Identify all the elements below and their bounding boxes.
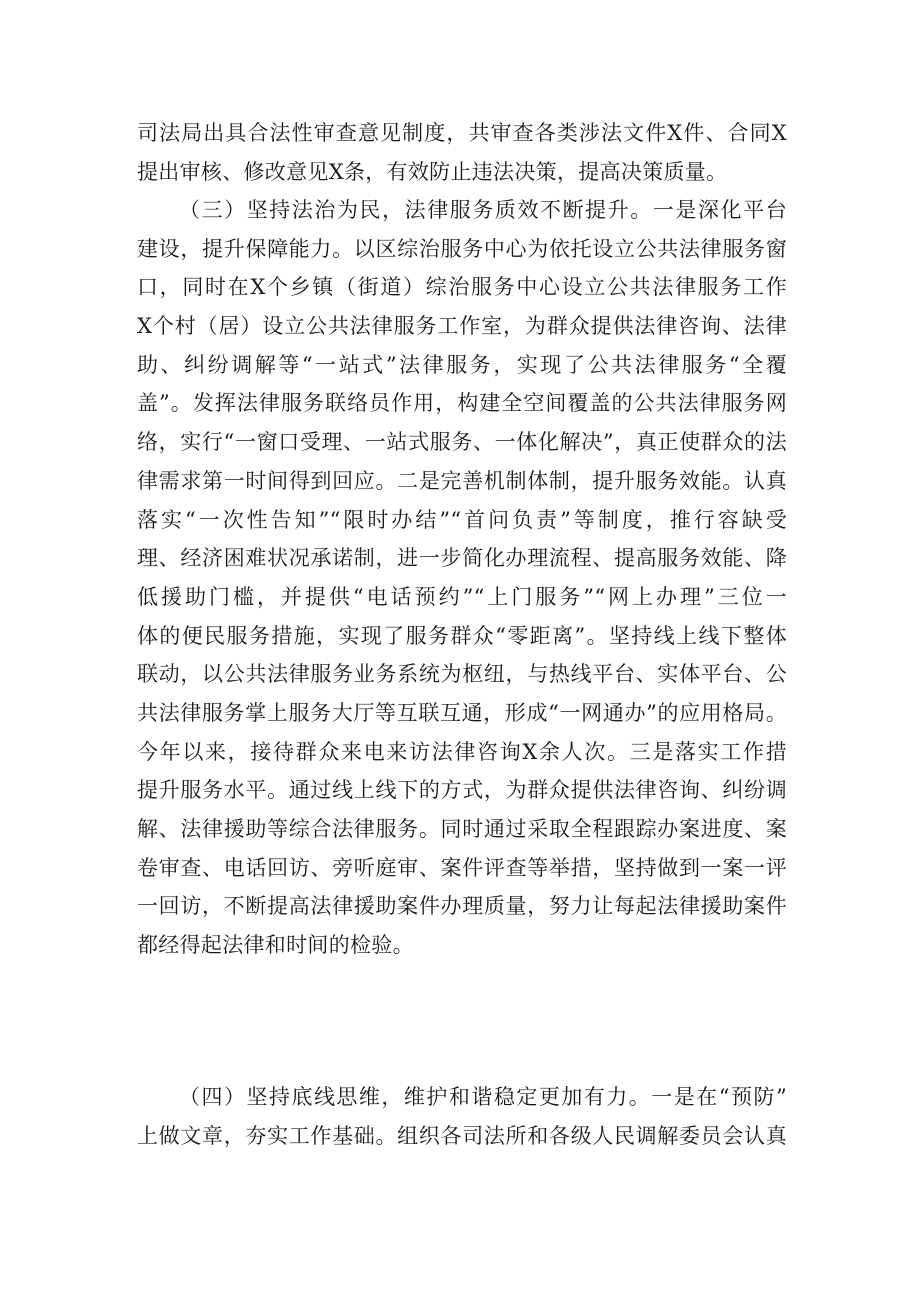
text-line: X个村（居）设立公共法律服务工作室，为群众提供法律咨询、法律	[137, 314, 787, 339]
text-line: （三）坚持法治为民，法律服务质效不断提升。一是深化平台	[179, 198, 787, 222]
paragraph-legal-services	[137, 191, 787, 965]
paragraph-legality-review	[137, 114, 787, 191]
text-line: 低援助门槛，并提供“电话预约”“上门服务”“网上办理”三位一	[137, 584, 787, 609]
text-line: 司法局出具合法性审查意见制度，共审查各类涉法文件X件、合同X	[137, 121, 787, 145]
text-line: 提升服务水平。通过线上线下的方式，为群众提供法律咨询、纠纷调	[137, 778, 787, 803]
text-line: 口，同时在X个乡镇（街道）综治服务中心设立公共法律服务工作	[137, 275, 787, 300]
text-line: 今年以来，接待群众来电来访法律咨询X余人次。三是落实工作措	[137, 739, 787, 764]
text-line: 提出审核、修改意见X条，有效防止违法决策，提高决策质量。	[137, 159, 728, 184]
text-line: （四）坚持底线思维，维护和谐稳定更加有力。一是在“预防”	[179, 1085, 787, 1109]
text-line: 助、纠纷调解等“一站式”法律服务，实现了公共法律服务“全覆	[137, 352, 787, 377]
text-line: 落实“一次性告知”“限时办结”“首问负责”等制度，推行容缺受	[137, 507, 787, 532]
text-line: 络，实行“一窗口受理、一站式服务、一体化解决”，真正使群众的法	[137, 430, 787, 455]
text-line: 一回访，不断提高法律援助案件办理质量，努力让每起法律援助案件	[137, 894, 787, 919]
text-line: 律需求第一时间得到回应。二是完善机制体制，提升服务效能。认真	[137, 468, 787, 493]
text-line: 共法律服务掌上服务大厅等互联互通，形成“一网通办”的应用格局。	[137, 700, 787, 725]
text-line: 盖”。发挥法律服务联络员作用，构建全空间覆盖的公共法律服务网	[137, 391, 787, 416]
text-line: 建设，提升保障能力。以区综治服务中心为依托设立公共法律服务窗	[137, 236, 787, 261]
paragraph-stability	[137, 1078, 787, 1155]
text-line: 理、经济困难状况承诺制，进一步简化办理流程、提高服务效能、降	[137, 546, 787, 571]
text-line: 上做文章，夯实工作基础。组织各司法所和各级人民调解委员会认真	[137, 1123, 787, 1148]
text-line: 解、法律援助等综合法律服务。同时通过采取全程跟踪办案进度、案	[137, 817, 787, 841]
text-line: 联动，以公共法律服务业务系统为枢纽，与热线平台、实体平台、公	[137, 662, 787, 687]
text-line: 卷审查、电话回访、旁听庭审、案件评查等举措，坚持做到一案一评	[137, 855, 787, 880]
text-line: 都经得起法律和时间的检验。	[137, 933, 414, 958]
text-line: 体的便民服务措施，实现了服务群众“零距离”。坚持线上线下整体	[137, 623, 787, 648]
